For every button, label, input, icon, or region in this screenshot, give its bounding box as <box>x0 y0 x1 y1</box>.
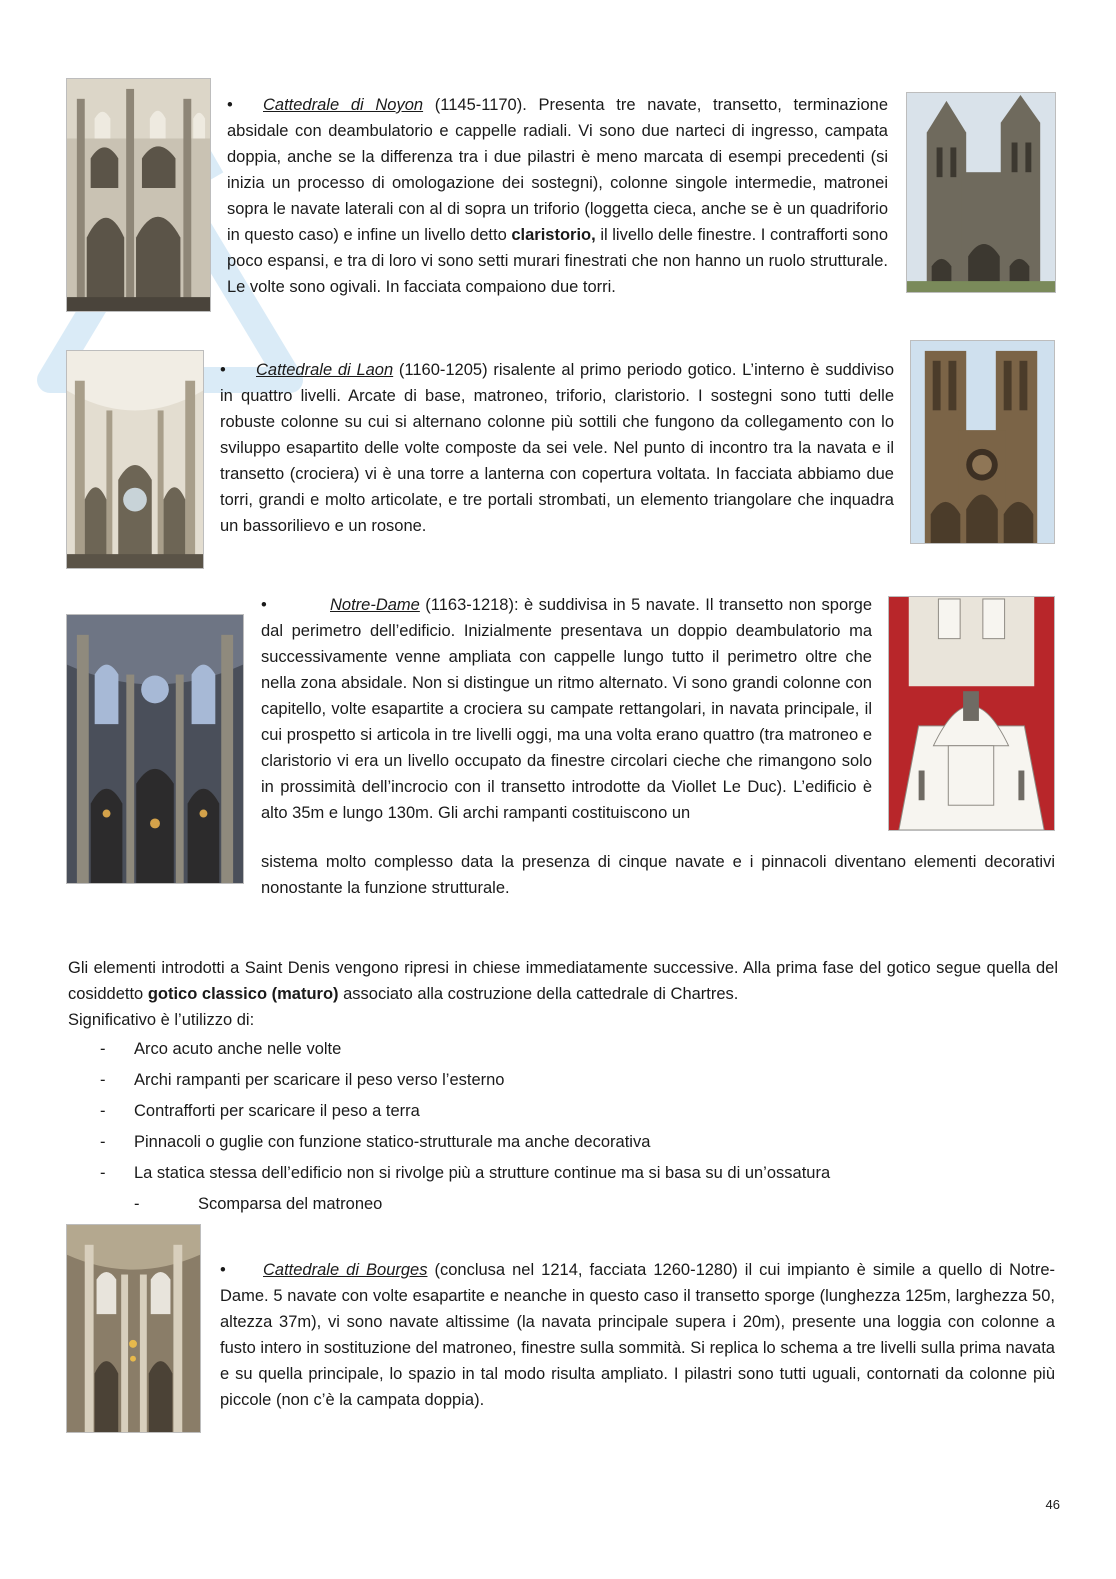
noyon-text-b: il livello delle finestre. I contrafforti sono poco espansi, e tra di loro vi sono setti murari finestrati che non hanno un ruolo strutturale. Le volte sono ogivali. In facciata compaiono due torri. <box>227 226 888 296</box>
intro-line: Significativo è l’utilizzo di: <box>68 1011 255 1029</box>
page-number: 46 <box>1045 1497 1060 1512</box>
intro-text-a: Gli elementi introdotti a Saint Denis vengono ripresi in chiese immediatamente successive. Alla prima fase del gotico segue quella del cosiddetto <box>68 959 1058 1003</box>
notre-dame-title: Notre-Dame <box>330 596 420 614</box>
features-list <box>68 1034 1058 1220</box>
laon-facade-photo <box>910 340 1055 544</box>
list-item-text: Arco acuto anche nelle volte <box>134 1040 342 1058</box>
list-item-text: Contrafforti per scaricare il peso a terra <box>134 1102 420 1120</box>
notre-dame-paragraph-cont <box>261 849 1055 901</box>
bullet: • <box>261 596 267 614</box>
list-item-text: La statica stessa dell’edificio non si rivolge più a strutture continue ma si basa su di un’ossatura <box>134 1164 831 1182</box>
noyon-paragraph <box>227 92 888 300</box>
laon-text: (1160-1205) risalente al primo periodo gotico. L’interno è suddiviso in quattro livelli. Arcate di base, matroneo, triforio, claristorio. I sostegni sono tutti delle robuste colonne su cui si alternano colonne più sottili che fungono da collegamento con lo sviluppo esapartito delle volte composte da sei vele. Nel punto di incontro tra la navata e il transetto (crociera) vi è una torre a lanterna con copertura voltata. In facciata abbiamo due torri, grandi e molto articolate, e tre portali strombati, un elemento triangolare che inquadra un bassorilievo e un rosone. <box>220 361 894 535</box>
laon-paragraph <box>220 357 894 539</box>
intro-text-b: associato alla costruzione della cattedrale di Chartres. <box>338 985 739 1003</box>
notre-dame-text-b: sistema molto complesso data la presenza di cinque navate e i pinnacoli diventano elementi decorativi nonostante la funzione strutturale. <box>261 853 1055 897</box>
laon-interior-photo <box>66 350 204 569</box>
noyon-facade-photo <box>906 92 1056 293</box>
notre-dame-text-a: (1163-1218): è suddivisa in 5 navate. Il transetto non sporge dal perimetro dell’edificio. Inizialmente presentava un doppio deambulatorio ma successivamente venne ampliata con cappelle lungo tutto il perimetro oltre che nella zona absidale. Non si distingue un ritmo alternato. Vi sono grandi colonne con capitello, volte esapartite a crociera su campate rettangolari, in navata principale, il cui prospetto si articola in tre livelli oggi, ma una volta erano quattro (tra matroneo e claristorio vi era un livello occupato da finestre circolari cieche che rimangono solo in prossimità dell’incrocio con il transetto introdotte da Viollet Le Duc). L’edificio è alto 35m e lungo 130m. Gli archi rampanti costituiscono un <box>261 596 872 822</box>
bourges-interior-photo <box>66 1224 201 1433</box>
list-dash: - <box>100 1102 106 1120</box>
list-item <box>68 1096 1058 1127</box>
list-dash: - <box>100 1133 106 1151</box>
sub-list-item-text: Scomparsa del matroneo <box>198 1195 383 1213</box>
bullet: • <box>227 96 233 114</box>
list-item-text: Archi rampanti per scaricare il peso verso l’esterno <box>134 1071 505 1089</box>
intro-list-heading <box>68 1007 1058 1033</box>
bourges-paragraph <box>220 1257 1055 1413</box>
list-dash: - <box>134 1195 140 1213</box>
list-dash: - <box>100 1164 106 1182</box>
noyon-text-a: (1145-1170). Presenta tre navate, transetto, terminazione absidale con deambulatorio e cappelle radiali. Vi sono due narteci di ingresso, campata doppia, anche se la differenza tra i due pilastri è meno marcata di esempi precedenti (si inizia un processo di omologazione dei sostegni), colonne singole intermedie, matronei sopra le navate laterali con al di sopra un triforio (loggetta cieca, anche se è un quadriforio in questo caso) e infine un livello detto <box>227 96 888 244</box>
bullet: • <box>220 1261 226 1279</box>
intro-term-gotico-classico: gotico classico (maturo) <box>147 985 339 1003</box>
list-item <box>68 1127 1058 1158</box>
bourges-text: (conclusa nel 1214, facciata 1260-1280) il cui impianto è simile a quello di Notre-Dame. 5 navate con volte esapartite e neanche in questo caso il transetto sporge (lunghezza 125m, larghezza 50, altezza 37m), vi sono navate altissime (la navata principale supera i 20m), presente una loggia con colonne a fusto intero in sostituzione del matroneo, finestre sulla sommità. Si replica lo schema a tre livelli sulla prima navata e su quella principale, lo spazio in tal modo risulta ampliato. I pilastri sono tutti uguali, contornati da colonne più piccole (non c’è la campata doppia). <box>220 1261 1055 1409</box>
sub-list-item <box>68 1189 1058 1220</box>
list-item-text: Pinnacoli o guglie con funzione statico-strutturale ma anche decorativa <box>134 1133 651 1151</box>
list-item <box>68 1034 1058 1065</box>
list-item <box>68 1158 1058 1189</box>
noyon-interior-photo <box>66 78 211 312</box>
list-dash: - <box>100 1071 106 1089</box>
gothic-intro-paragraph <box>68 955 1058 1007</box>
list-dash: - <box>100 1040 106 1058</box>
bourges-title: Cattedrale di Bourges <box>263 1261 428 1279</box>
noyon-title: Cattedrale di Noyon <box>263 96 424 114</box>
bullet: • <box>220 361 226 379</box>
notre-dame-interior-photo <box>66 614 244 884</box>
noyon-term-claristorio: claristorio, <box>511 226 596 244</box>
notre-dame-paragraph <box>261 592 872 826</box>
laon-title: Cattedrale di Laon <box>256 361 394 379</box>
notre-dame-model-photo <box>888 596 1055 831</box>
list-item <box>68 1065 1058 1096</box>
